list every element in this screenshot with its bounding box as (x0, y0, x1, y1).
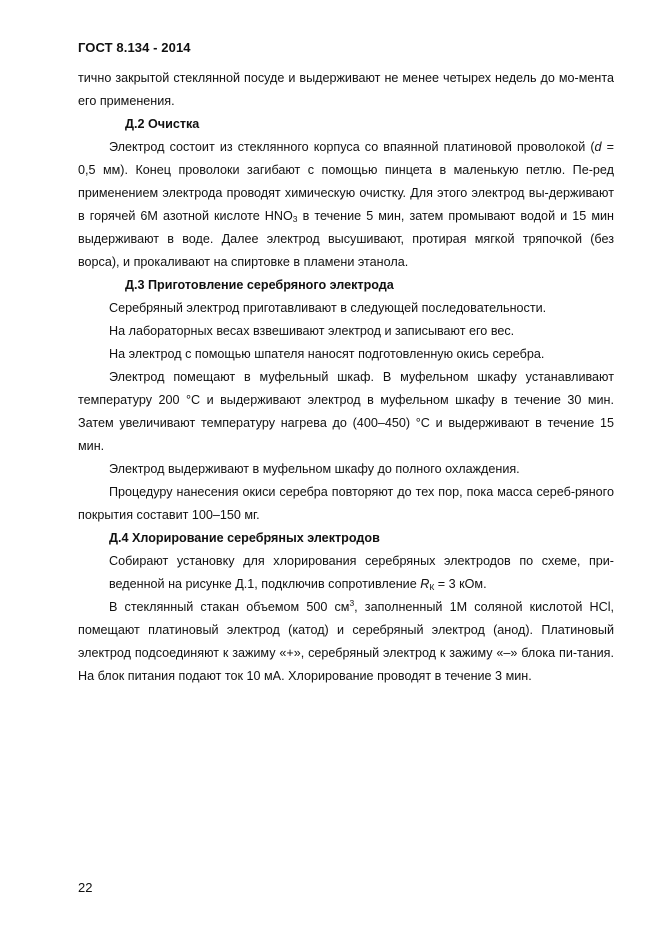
paragraph-silver-oxide: На электрод с помощью шпателя наносят подготовленную окись серебра. (109, 347, 545, 361)
subscript: 3 (292, 214, 298, 224)
paragraph-cooling: Электрод выдерживают в муфельном шкафу до полного охлаждения. (109, 462, 520, 476)
paragraph-sequence: Серебряный электрод приготавливают в следующей последовательности. (109, 301, 547, 315)
text-run: = 0,5 мм). Конец проволоки загибают с помощью пинцета в маленькую петлю. Пе-ред применением электрода проводят химическую очистку. Для этого электрод вы-держивают в горячей 6М азотной кислоте HNO (78, 140, 614, 223)
text-run: В стеклянный стакан объемом 500 см (109, 600, 350, 614)
document-header: ГОСТ 8.134 - 2014 (78, 40, 191, 55)
symbol-d: d (594, 140, 602, 154)
paragraph-muffle-furnace: Электрод помещают в муфельный шкаф. В муфельном шкафу устанавливают температуру 200 °С и выдерживают электрод в муфельном шкафу в течение 30 мин. Затем увеличивают температуру нагрева до (400–450) °С и выдерживают в течение 15 мин. (78, 370, 614, 453)
section-heading-d3: Д.3 Приготовление серебряного электрода (125, 278, 394, 292)
document-body (78, 67, 614, 688)
section-heading-d4: Д.4 Хлорирование серебряных электродов (109, 531, 380, 545)
symbol-r: R (420, 577, 430, 591)
page-number: 22 (78, 880, 93, 895)
paragraph-weighing: На лабораторных весах взвешивают электрод и записывают его вес. (109, 324, 515, 338)
text-run: Собирают установку для хлорирования серебряных электродов по схеме, при-веденной на рисунке Д.1, подключив сопротивление (109, 554, 614, 591)
paragraph-chlorination (78, 596, 614, 688)
paragraph-repeat-procedure: Процедуру нанесения окиси серебра повторяют до тех пор, пока масса сереб-ряного покрытия составит 100–150 мг. (78, 485, 614, 522)
superscript: 3 (349, 598, 355, 608)
subscript: К (429, 582, 435, 592)
text-run: = 3 кОм. (434, 577, 487, 591)
text-run: в течение 5 мин, затем промывают водой и 15 мин выдерживают в воде. Далее электрод высушивают, протирая мягкой тряпочкой (без ворса), и прокаливают на спиртовке в пламени этанола. (78, 209, 614, 269)
text-run: Электрод состоит из стеклянного корпуса со впаянной платиновой проволокой ( (109, 140, 595, 154)
text-run: , заполненный 1М соляной кислотой HCl, помещают платиновый электрод (катод) и серебряный электрод (анод). Платиновый электрод подсоединяют к зажиму «+», серебряный электрод к зажиму «–» блока пи-тания. На блок питания подают ток 10 мА. Хлорирование проводят в течение 3 мин. (78, 600, 614, 683)
paragraph-setup (78, 550, 614, 596)
section-heading-d2: Д.2 Очистка (125, 117, 200, 131)
paragraph-electrode-cleaning (78, 136, 614, 274)
paragraph-continuation: тично закрытой стеклянной посуде и выдерживают не менее четырех недель до мо-мента его применения. (78, 71, 614, 108)
